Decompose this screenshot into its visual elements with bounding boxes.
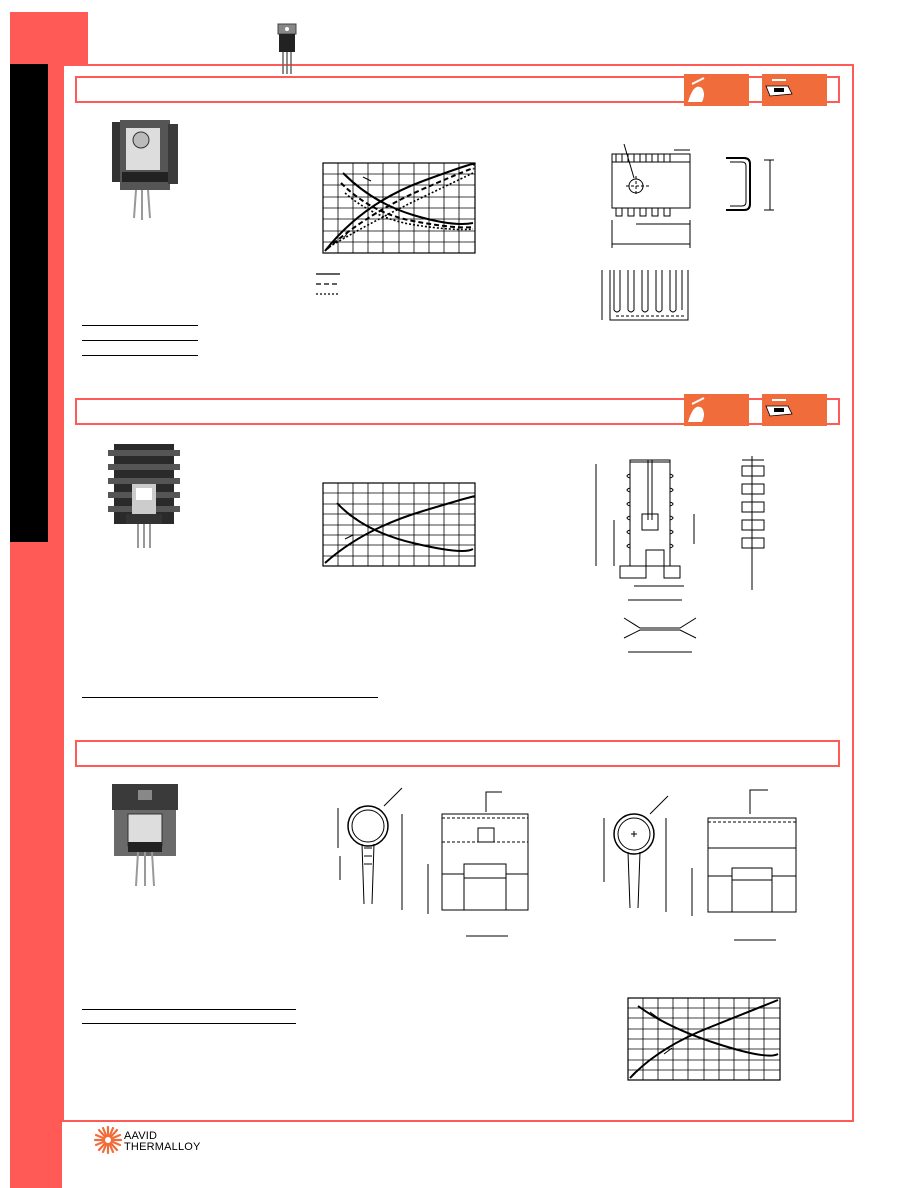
sunburst-icon bbox=[94, 1126, 122, 1154]
spec-rule-6 bbox=[82, 1023, 296, 1024]
thermal-compound-badge-2 bbox=[684, 394, 749, 426]
dimension-drawing-2-front bbox=[590, 454, 700, 602]
clip-mount-icon bbox=[762, 394, 827, 426]
dimension-drawing-3-clip bbox=[334, 784, 396, 908]
dimension-drawing-2-bottom bbox=[620, 614, 700, 658]
thermal-chart-3 bbox=[628, 998, 780, 1080]
thermal-chart-1 bbox=[323, 163, 475, 253]
clip-mount-badge bbox=[762, 74, 827, 106]
thermal-compound-badge bbox=[684, 74, 749, 106]
logo-text-line2: THERMALLOY bbox=[124, 1141, 201, 1153]
dimension-drawing-1-side bbox=[720, 152, 780, 222]
to220-component-icon bbox=[276, 24, 300, 74]
heatsink-photo-2 bbox=[106, 440, 182, 550]
left-red-inner bbox=[48, 64, 62, 250]
spec-rule-3 bbox=[82, 355, 198, 356]
dimension-drawing-4-clip bbox=[598, 784, 660, 912]
logo-text-line1: AAVID bbox=[124, 1130, 158, 1142]
left-black-tab bbox=[10, 64, 48, 542]
dimension-drawing-2-side bbox=[738, 454, 768, 594]
clip-mount-icon bbox=[762, 74, 827, 106]
thermal-chart-2 bbox=[323, 483, 475, 566]
thermal-compound-icon bbox=[684, 394, 749, 426]
spec-rule-4 bbox=[82, 697, 378, 698]
clip-mount-badge-2 bbox=[762, 394, 827, 426]
thermal-compound-icon bbox=[684, 74, 749, 106]
dimension-drawing-1-fins bbox=[598, 266, 694, 326]
dimension-drawing-4-sink bbox=[662, 784, 802, 944]
heatsink-photo-3 bbox=[112, 784, 178, 888]
spec-rule-1 bbox=[82, 325, 198, 326]
chart-1-legend bbox=[316, 272, 346, 298]
dimension-drawing-3-sink bbox=[398, 784, 538, 944]
spec-rule-2 bbox=[82, 340, 198, 341]
spec-rule-5 bbox=[82, 1009, 296, 1010]
dimension-drawing-1-front bbox=[606, 140, 706, 252]
section-3-header-bar bbox=[75, 740, 840, 767]
heatsink-photo-1 bbox=[108, 112, 180, 222]
top-left-red-block bbox=[10, 12, 88, 64]
